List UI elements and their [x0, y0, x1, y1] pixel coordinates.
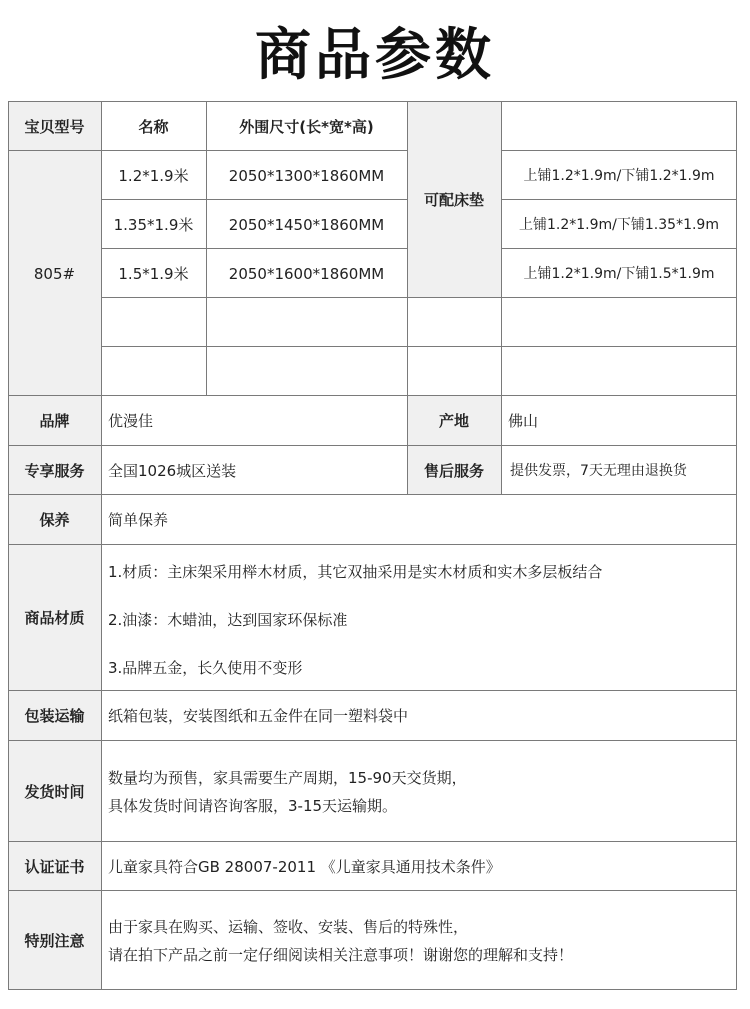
brand-label: 品牌 [8, 396, 101, 446]
grid-line [101, 199, 407, 200]
grid-line [8, 544, 737, 545]
packaging-label: 包装运输 [8, 691, 101, 741]
shipping-label: 发货时间 [8, 741, 101, 842]
after-sales-label: 售后服务 [407, 446, 501, 495]
grid-line [8, 890, 737, 891]
size-mattress-1: 上铺1.2*1.9m/下铺1.2*1.9m [523, 167, 715, 184]
material-line-2: 2.油漆：木蜡油，达到国家环保标准 [108, 611, 348, 629]
grid-line [407, 101, 408, 495]
size-mattress-3: 上铺1.2*1.9m/下铺1.5*1.9m [523, 265, 715, 282]
after-sales-value: 提供发票，7天无理由退换货 [510, 462, 687, 479]
certification-label: 认证证书 [8, 842, 101, 891]
size-name-1: 1.2*1.9米 [118, 166, 189, 185]
shipping-value [101, 741, 737, 842]
origin-label: 产地 [407, 396, 501, 446]
maintenance-label: 保养 [8, 495, 101, 545]
shipping-line-1: 数量均为预售，家具需要生产周期，15-90天交货期， [108, 768, 467, 787]
origin-value: 佛山 [508, 412, 539, 430]
grid-line [101, 346, 737, 347]
grid-line [8, 494, 737, 495]
size-name-3: 1.5*1.9米 [118, 264, 189, 283]
grid-line [8, 445, 737, 446]
grid-line [101, 101, 102, 990]
grid-line [101, 248, 407, 249]
grid-line [8, 395, 737, 396]
size-name-2: 1.35*1.9米 [113, 215, 194, 234]
grid-line [501, 248, 737, 249]
header-mattress: 可配床垫 [407, 102, 501, 298]
header-size: 外围尺寸(长*宽*高) [239, 117, 374, 136]
packaging-value: 纸箱包装，安装图纸和五金件在同一塑料袋中 [108, 707, 409, 725]
grid-line [206, 101, 207, 396]
page-title: 商品参数 [255, 23, 495, 88]
size-dimension-2: 2050*1450*1860MM [228, 215, 385, 234]
material-line-1: 1.材质：主床架采用榉木材质，其它双抽采用是实木材质和实木多层板结合 [108, 563, 603, 581]
grid-line [501, 101, 502, 396]
shipping-line-2: 具体发货时间请咨询客服，3-15天运输期。 [108, 796, 398, 815]
grid-line [8, 101, 9, 990]
grid-line [8, 690, 737, 691]
grid-line [501, 199, 737, 200]
notice-label: 特别注意 [8, 891, 101, 990]
maintenance-value: 简单保养 [108, 511, 169, 529]
header-model: 宝贝型号 [8, 102, 101, 151]
grid-line [8, 740, 737, 741]
certification-value: 儿童家具符合GB 28007-2011 《儿童家具通用技术条件》 [108, 857, 501, 876]
header-name: 名称 [138, 117, 169, 136]
grid-line [8, 150, 407, 151]
material-line-3: 3.品牌五金，长久使用不变形 [108, 658, 303, 677]
material-label: 商品材质 [8, 545, 101, 691]
notice-value [101, 891, 737, 990]
grid-line [8, 841, 737, 842]
notice-line-1: 由于家具在购买、运输、签收、安装、售后的特殊性， [108, 917, 469, 936]
grid-line [501, 150, 737, 151]
service-value: 全国1026城区送装 [108, 461, 237, 480]
brand-value: 优漫佳 [108, 412, 154, 430]
size-dimension-3: 2050*1600*1860MM [228, 264, 385, 283]
model-number: 805# [8, 151, 101, 396]
grid-line [8, 101, 737, 102]
size-dimension-1: 2050*1300*1860MM [228, 166, 385, 185]
grid-line [101, 297, 737, 298]
notice-line-2: 请在拍下产品之前一定仔细阅读相关注意事项！谢谢您的理解和支持！ [108, 945, 574, 964]
grid-line [8, 989, 737, 990]
service-label: 专享服务 [8, 446, 101, 495]
grid-line [501, 395, 502, 495]
size-mattress-2: 上铺1.2*1.9m/下铺1.35*1.9m [519, 216, 719, 233]
grid-line [736, 101, 737, 990]
